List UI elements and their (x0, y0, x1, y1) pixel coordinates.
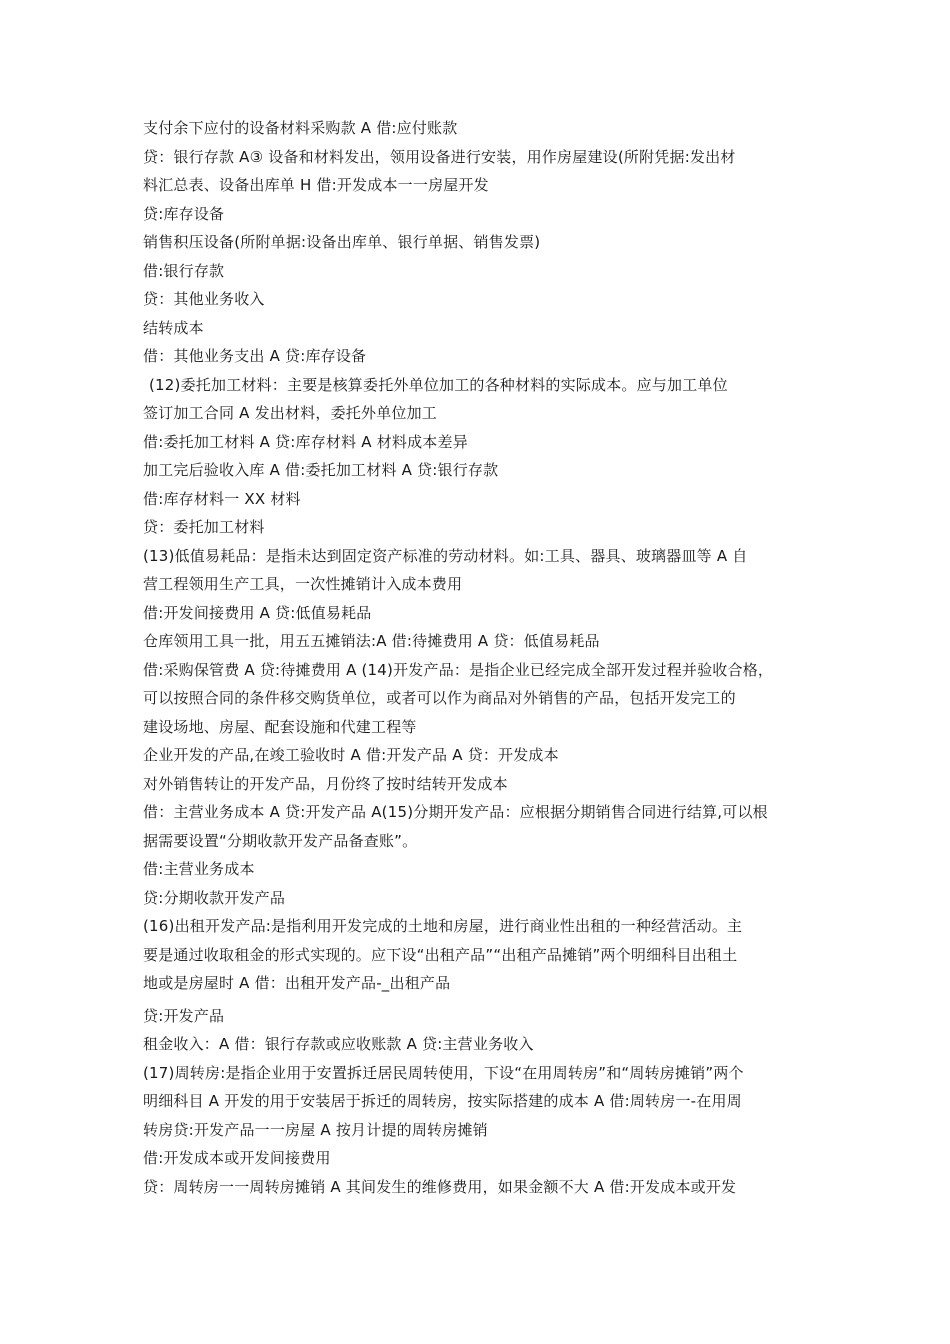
text-line: 贷：其他业务收入 (143, 290, 265, 308)
text-line: 贷：银行存款 A③ 设备和材料发出，领用设备进行安装，用作房屋建设(所附凭据:发出材 (143, 147, 736, 166)
text-line: 对外销售转让的开发产品，月份终了按时结转开发成本 (143, 774, 508, 793)
text-line: 借:开发间接费用 A 贷:低值易耗品 (143, 603, 372, 622)
text-line: 贷：周转房一一周转房摊销 A 其间发生的维修费用，如果金额不大 A 借:开发成本或开发 (143, 1177, 737, 1196)
text-line: 营工程领用生产工具，一次性摊销计入成本费用 (143, 575, 463, 593)
text-line: 明细科目 A 开发的用于安装居于拆迁的周转房，按实际搭建的成本 A 借:周转房一-在用周 (143, 1092, 742, 1110)
text-line: 结转成本 (143, 318, 204, 337)
text-line: 借:库存材料一 XX 材料 (143, 489, 301, 508)
section-heading-17: (17)周转房:是指企业用于安置拆迁居民周转使用，下设“在用周转房”和“周转房摊销”两个 (143, 1063, 744, 1082)
text-line: 可以按照合同的条件移交购货单位，或者可以作为商品对外销售的产品，包括开发完工的 (143, 689, 736, 707)
text-line: 租金收入：A 借：银行存款或应收账款 A 贷:主营业务收入 (143, 1035, 534, 1053)
text-line: 借:银行存款 (143, 261, 225, 280)
document-body (143, 114, 808, 1201)
text-line: 加工完后验收入库 A 借:委托加工材料 A 贷:银行存款 (143, 461, 499, 479)
text-line: 借:主营业务成本 (143, 860, 255, 878)
section-heading-15: 借：主营业务成本 A 贷:开发产品 A(15)分期开发产品：应根据分期销售合同进行结算,可以根 (143, 803, 768, 821)
section-heading-12: (12)委托加工材料：主要是核算委托外单位加工的各种材料的实际成本。应与加工单位 (149, 375, 728, 394)
text-line: 要是通过收取租金的形式实现的。应下设“出租产品”“出租产品摊销”两个明细科目出租土 (143, 945, 738, 964)
text-line: 签订加工合同 A 发出材料，委托外单位加工 (143, 404, 437, 422)
text-line: 料汇总表、设备出库单 H 借:开发成本一一房屋开发 (143, 176, 489, 194)
section-heading-14: 借:采购保管费 A 贷:待摊费用 A (14)开发产品：是指企业已经完成全部开发过程并验收合格， (143, 660, 774, 679)
text-line: 支付余下应付的设备材料采购款 A 借:应付账款 (143, 119, 458, 137)
text-line: 销售积压设备(所附单据:设备出库单、银行单据、销售发票) (143, 233, 541, 251)
text-line: 企业开发的产品,在竣工验收时 A 借:开发产品 A 贷：开发成本 (143, 746, 559, 764)
text-line: 借:委托加工材料 A 贷:库存材料 A 材料成本差异 (143, 432, 468, 451)
text-line: 地或是房屋时 A 借：出租开发产品-_出租产品 (143, 974, 451, 992)
text-line: 贷:分期收款开发产品 (143, 888, 286, 907)
text-line: 贷：委托加工材料 (143, 518, 265, 536)
section-heading-16: (16)出租开发产品:是指利用开发完成的土地和房屋，进行商业性出租的一种经营活动。主 (143, 917, 743, 935)
text-line: 借：其他业务支出 A 贷:库存设备 (143, 347, 367, 365)
text-line: 贷:开发产品 (143, 1006, 225, 1025)
section-heading-13: (13)低值易耗品：是指未达到固定资产标准的劳动材料。如:工具、器具、玻璃器皿等 A 自 (143, 546, 748, 565)
text-line: 建设场地、房屋、配套设施和代建工程等 (143, 717, 417, 736)
text-line: 转房贷:开发产品一一房屋 A 按月计提的周转房摊销 (143, 1120, 488, 1139)
text-line: 借:开发成本或开发间接费用 (143, 1149, 331, 1167)
text-line: 仓库领用工具一批，用五五摊销法:A 借:待摊费用 A 贷：低值易耗品 (143, 632, 600, 650)
text-line: 据需要设置“分期收款开发产品备查账”。 (143, 831, 418, 850)
text-line: 贷:库存设备 (143, 204, 225, 223)
